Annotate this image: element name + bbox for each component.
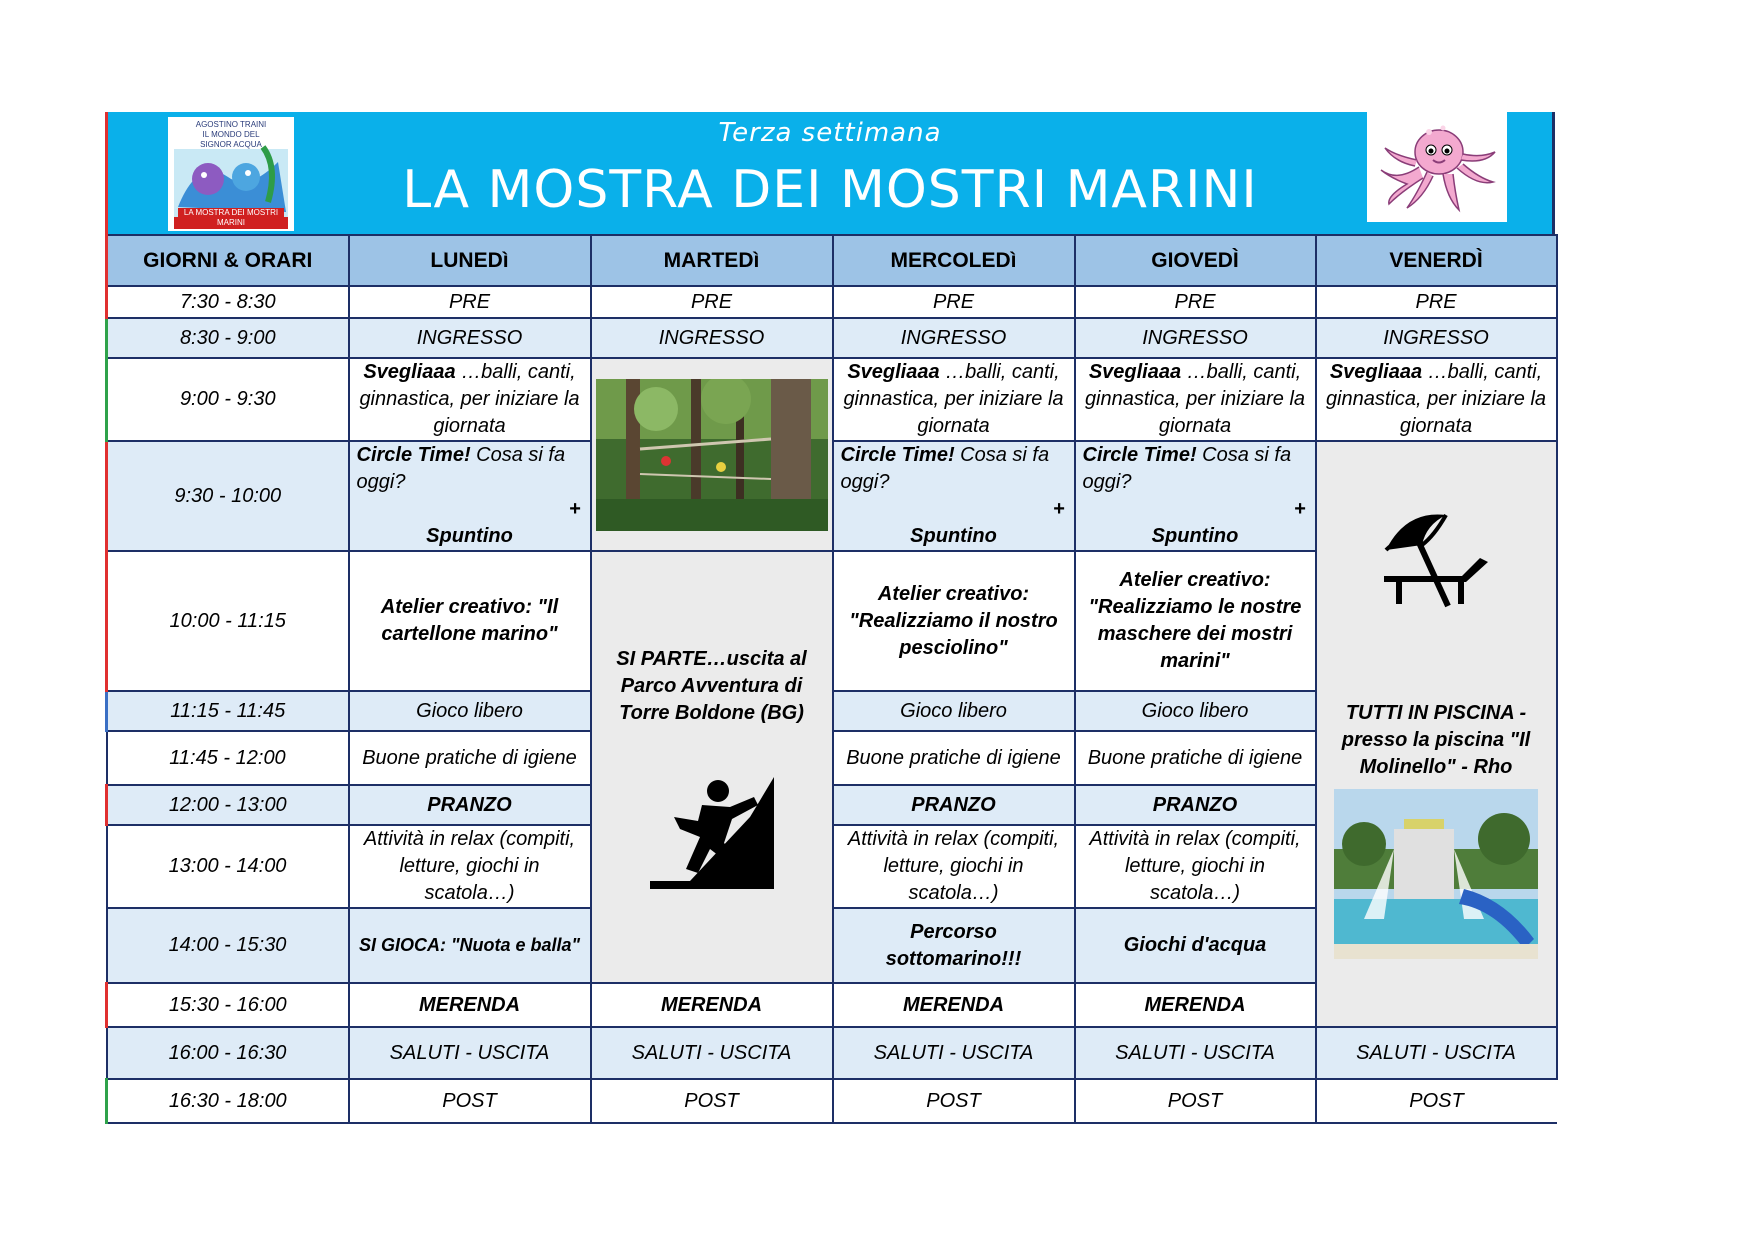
time-cell: 8:30 - 9:00 bbox=[107, 318, 349, 358]
plus-sign: + bbox=[1052, 498, 1065, 520]
time-cell: 12:00 - 13:00 bbox=[107, 785, 349, 825]
activity-cell: Attività in relax (compiti, letture, giochi in scatola…) bbox=[1075, 825, 1316, 908]
sveglia-bold: Svegliaaa bbox=[847, 361, 940, 383]
activity-cell: PRE bbox=[349, 286, 591, 318]
header-banner bbox=[105, 112, 1555, 234]
beach-umbrella-icon bbox=[1376, 510, 1496, 610]
sveglia-text: …balli, canti, ginnastica, per iniziare la giornata bbox=[1325, 361, 1547, 437]
time-cell: 13:00 - 14:00 bbox=[107, 825, 349, 908]
column-header-friday: VENERDÌ bbox=[1316, 235, 1557, 286]
activity-cell: PRE bbox=[833, 286, 1075, 318]
time-cell: 11:15 - 11:45 bbox=[107, 691, 349, 731]
activity-cell: PRANZO bbox=[349, 785, 591, 825]
circle-time-text: Cosa si fa oggi? bbox=[840, 444, 1050, 493]
activity-cell: INGRESSO bbox=[349, 318, 591, 358]
book-subtitle-text: LA MOSTRA DEI MOSTRI MARINI bbox=[178, 208, 284, 228]
table-row bbox=[107, 318, 1557, 358]
plus-sign: + bbox=[568, 498, 581, 520]
tuesday-trip-cell bbox=[591, 551, 833, 983]
activity-cell: POST bbox=[833, 1079, 1075, 1123]
sveglia-text: …balli, canti, ginnastica, per iniziare la giornata bbox=[843, 361, 1064, 437]
activity-cell: SI GIOCA: "Nuota e balla" bbox=[349, 908, 591, 983]
activity-cell: POST bbox=[349, 1079, 591, 1123]
sveglia-bold: Svegliaaa bbox=[1088, 361, 1182, 383]
activity-cell: Atelier creativo: "Il cartellone marino" bbox=[349, 551, 591, 691]
plus-sign: + bbox=[1293, 498, 1306, 520]
sveglia-bold: Svegliaaa bbox=[363, 361, 456, 383]
table-row bbox=[107, 1079, 1557, 1123]
spuntino-text: Spuntino bbox=[1151, 525, 1239, 547]
schedule-sheet bbox=[105, 112, 1555, 1124]
activity-cell bbox=[349, 358, 591, 441]
activity-cell bbox=[833, 358, 1075, 441]
circle-time-text: Cosa si fa oggi? bbox=[356, 444, 566, 493]
water-park-photo bbox=[1334, 789, 1538, 959]
book-title-text: AGOSTINO TRAINI IL MONDO DEL SIGNOR ACQUA bbox=[195, 120, 267, 149]
activity-cell: PRE bbox=[1316, 286, 1557, 318]
pink-octopus-icon bbox=[1367, 112, 1507, 222]
activity-cell: Percorso sottomarino!!! bbox=[833, 908, 1075, 983]
time-cell: 16:00 - 16:30 bbox=[107, 1027, 349, 1079]
activity-cell: Giochi d'acqua bbox=[1075, 908, 1316, 983]
activity-cell: SALUTI - USCITA bbox=[1316, 1027, 1557, 1079]
circle-time-bold: Circle Time! bbox=[356, 444, 471, 466]
forest-adventure-photo bbox=[596, 379, 828, 531]
time-cell: 9:30 - 10:00 bbox=[107, 441, 349, 551]
activity-cell: POST bbox=[1316, 1079, 1557, 1123]
activity-cell: SALUTI - USCITA bbox=[349, 1027, 591, 1079]
activity-cell: SALUTI - USCITA bbox=[591, 1027, 833, 1079]
time-cell: 15:30 - 16:00 bbox=[107, 983, 349, 1027]
sveglia-text: …balli, canti, ginnastica, per iniziare la giornata bbox=[359, 361, 580, 437]
activity-cell: MERENDA bbox=[591, 983, 833, 1027]
activity-cell: Gioco libero bbox=[349, 691, 591, 731]
activity-cell: Gioco libero bbox=[833, 691, 1075, 731]
activity-cell: Atelier creativo: "Realizziamo le nostre maschere dei mostri marini" bbox=[1075, 551, 1316, 691]
activity-cell: PRANZO bbox=[833, 785, 1075, 825]
week-subtitle: Terza settimana bbox=[718, 118, 942, 148]
activity-cell: MERENDA bbox=[1075, 983, 1316, 1027]
table-row bbox=[107, 286, 1557, 318]
time-cell: 9:00 - 9:30 bbox=[107, 358, 349, 441]
activity-cell: PRE bbox=[591, 286, 833, 318]
activity-cell: Gioco libero bbox=[1075, 691, 1316, 731]
spuntino-text: Spuntino bbox=[910, 525, 997, 547]
time-cell: 11:45 - 12:00 bbox=[107, 731, 349, 785]
activity-cell: INGRESSO bbox=[591, 318, 833, 358]
column-header-tuesday: MARTEDì bbox=[591, 235, 833, 286]
table-header-row bbox=[107, 235, 1557, 286]
column-header-wednesday: MERCOLEDì bbox=[833, 235, 1075, 286]
activity-cell bbox=[349, 441, 591, 551]
column-header-thursday: GIOVEDÌ bbox=[1075, 235, 1316, 286]
activity-cell bbox=[833, 441, 1075, 551]
climbing-person-icon bbox=[650, 777, 774, 889]
activity-cell: INGRESSO bbox=[833, 318, 1075, 358]
circle-time-bold: Circle Time! bbox=[840, 444, 955, 466]
activity-cell: MERENDA bbox=[349, 983, 591, 1027]
tuesday-photo-cell bbox=[591, 358, 833, 551]
page-title: LA MOSTRA DEI MOSTRI MARINI bbox=[402, 160, 1258, 220]
time-cell: 7:30 - 8:30 bbox=[107, 286, 349, 318]
time-cell: 16:30 - 18:00 bbox=[107, 1079, 349, 1123]
table-row bbox=[107, 1027, 1557, 1079]
weekly-schedule-table bbox=[105, 234, 1558, 1124]
activity-cell: Buone pratiche di igiene bbox=[833, 731, 1075, 785]
activity-cell: SALUTI - USCITA bbox=[1075, 1027, 1316, 1079]
friday-trip-text: TUTTI IN PISCINA - presso la piscina "Il Molinello" - Rho bbox=[1341, 701, 1531, 778]
circle-time-text: Cosa si fa oggi? bbox=[1082, 444, 1292, 493]
activity-cell: PRE bbox=[1075, 286, 1316, 318]
tuesday-trip-text: SI PARTE…uscita al Parco Avventura di Torre Boldone (BG) bbox=[616, 647, 807, 724]
activity-cell: Attività in relax (compiti, letture, giochi in scatola…) bbox=[833, 825, 1075, 908]
activity-cell: INGRESSO bbox=[1316, 318, 1557, 358]
activity-cell: PRANZO bbox=[1075, 785, 1316, 825]
activity-cell: POST bbox=[591, 1079, 833, 1123]
activity-cell: Attività in relax (compiti, letture, giochi in scatola…) bbox=[349, 825, 591, 908]
time-cell: 14:00 - 15:30 bbox=[107, 908, 349, 983]
activity-cell: INGRESSO bbox=[1075, 318, 1316, 358]
spuntino-text: Spuntino bbox=[426, 525, 513, 547]
column-header-times: GIORNI & ORARI bbox=[107, 235, 349, 286]
time-cell: 10:00 - 11:15 bbox=[107, 551, 349, 691]
activity-cell: POST bbox=[1075, 1079, 1316, 1123]
activity-cell bbox=[1316, 358, 1557, 441]
circle-time-bold: Circle Time! bbox=[1082, 444, 1197, 466]
activity-cell: Atelier creativo: "Realizziamo il nostro pesciolino" bbox=[833, 551, 1075, 691]
sveglia-text: …balli, canti, ginnastica, per iniziare la giornata bbox=[1084, 361, 1306, 437]
friday-trip-cell bbox=[1316, 441, 1557, 1027]
column-header-monday: LUNEDì bbox=[349, 235, 591, 286]
activity-cell: MERENDA bbox=[833, 983, 1075, 1027]
activity-cell bbox=[1075, 441, 1316, 551]
sveglia-bold: Svegliaaa bbox=[1329, 361, 1423, 383]
activity-cell: Buone pratiche di igiene bbox=[1075, 731, 1316, 785]
activity-cell: SALUTI - USCITA bbox=[833, 1027, 1075, 1079]
table-row bbox=[107, 358, 1557, 441]
activity-cell bbox=[1075, 358, 1316, 441]
activity-cell: Buone pratiche di igiene bbox=[349, 731, 591, 785]
